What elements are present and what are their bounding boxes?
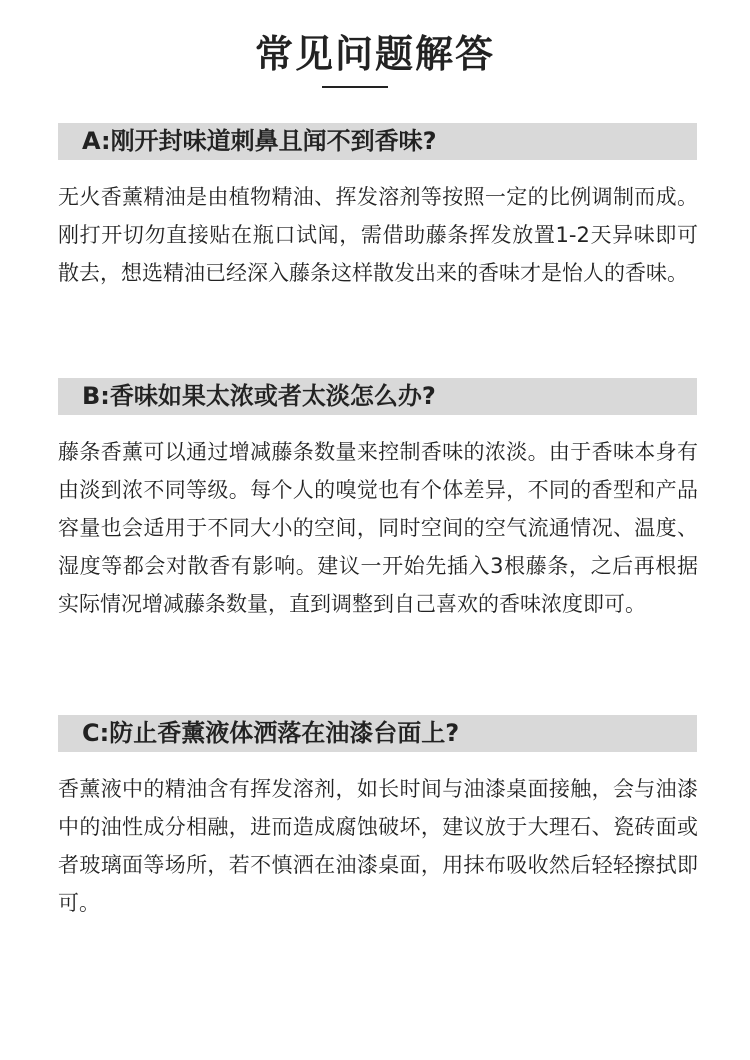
- faq-answer-a: 无火香薰精油是由植物精油、挥发溶剂等按照一定的比例调制而成。刚打开切勿直接贴在瓶口试闻，需借助藤条挥发放置1-2天异味即可散去，想选精油已经深入藤条这样散发出来的香味才是怡人的香味。: [58, 185, 698, 285]
- page-title: 常见问题解答: [254, 32, 495, 76]
- faq-question-b: B:香味如果太浓或者太淡怎么办?: [58, 378, 697, 415]
- faq-question-c: C:防止香薰液体洒落在油漆台面上?: [58, 715, 697, 752]
- faq-answer-b: 藤条香薰可以通过增减藤条数量来控制香味的浓淡。由于香味本身有由淡到浓不同等级。每个人的嗅觉也有个体差异，不同的香型和产品容量也会适用于不同大小的空间，同时空间的空气流通情况、温度、湿度等都会对散香有影响。建议一开始先插入3根藤条，之后再根据实际情况增减藤条数量，直到调整到自己喜欢的香味浓度即可。: [58, 440, 698, 616]
- title-underline: [322, 86, 388, 88]
- faq-question-a: A:刚开封味道刺鼻且闻不到香味?: [58, 123, 697, 160]
- faq-answer-c: 香薰液中的精油含有挥发溶剂，如长时间与油漆桌面接触，会与油漆中的油性成分相融，进而造成腐蚀破坏，建议放于大理石、瓷砖面或者玻璃面等场所，若不慎洒在油漆桌面，用抹布吸收然后轻轻擦拭即可。: [58, 777, 698, 915]
